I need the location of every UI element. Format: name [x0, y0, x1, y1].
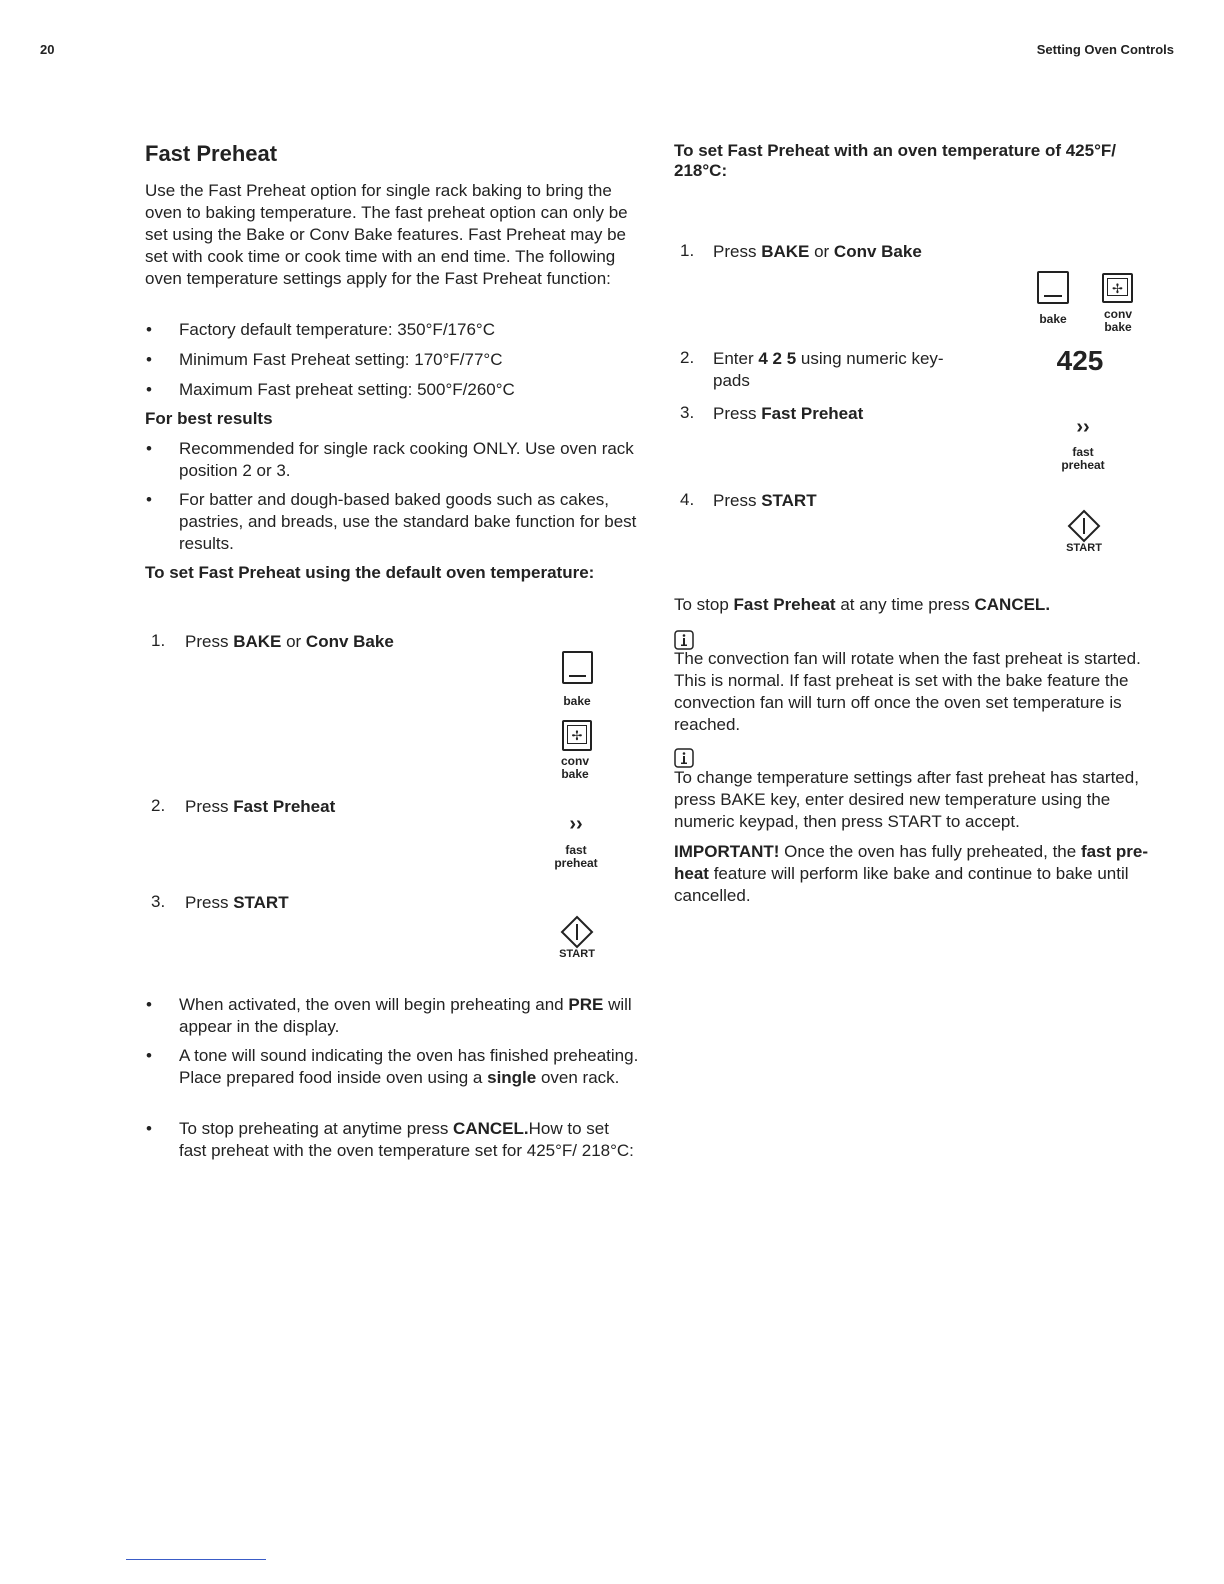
setting-minimum: Minimum Fast Preheat setting: 170°F/77°C [179, 350, 503, 369]
step-text: Press BAKE or Conv Bake [185, 632, 394, 651]
bake-key-label: bake [563, 694, 591, 708]
step-number: 4. [680, 490, 695, 509]
step-text: Press Fast Preheat [713, 404, 864, 423]
fan-icon: ✢ [567, 725, 587, 744]
best-results-heading: For best results [145, 409, 273, 428]
step-text: Press BAKE or Conv Bake [713, 242, 922, 261]
step-number: 2. [151, 796, 166, 815]
start-key-icon[interactable] [1067, 509, 1101, 543]
bake-key-label: bake [1039, 312, 1067, 326]
note-convection-fan: The convection fan will rotate when the fast preheat is started. This is normal. If fast preheat is set with the bake feature the convection fan will turn off once the oven set temperature is reached. [674, 649, 1141, 734]
start-key-label: START [559, 948, 595, 960]
bullet-dot: • [146, 320, 152, 339]
setting-maximum: Maximum Fast preheat setting: 500°F/260°C [179, 380, 515, 399]
after-item: To stop preheating at anytime press CANCEL.How to set fast preheat with the oven temperature set for 425°F/ 218°C: [179, 1119, 634, 1160]
conv-bake-key-label-2: bake [1104, 320, 1132, 334]
bullet-dot: • [146, 490, 152, 509]
intro-paragraph: Use the Fast Preheat option for single rack baking to bring the oven to baking temperature. The fast preheat option can only be set using the Bake or Conv Bake features. Fast Preheat may be set with cook time or cook time with an end time. The following oven temperature settings apply for the Fast Preheat function: [145, 181, 628, 288]
fast-preheat-label-2: preheat [1061, 458, 1105, 472]
start-key-label: START [1066, 542, 1102, 554]
bullet-dot: • [146, 1046, 152, 1065]
step-number: 2. [680, 348, 695, 367]
bullet-dot: • [146, 439, 152, 458]
bullet-dot: • [146, 1119, 152, 1138]
step-text: Press START [713, 491, 817, 510]
fast-preheat-label-1: fast [565, 843, 587, 857]
note-change-temperature: To change temperature settings after fast preheat has started, press BAKE key, enter desired new temperature using the numeric keypad, then press START to accept. [674, 768, 1139, 831]
setting-default: Factory default temperature: 350°F/176°C [179, 320, 495, 339]
fast-preheat-key-icon[interactable]: ›› [569, 813, 583, 835]
bake-key-icon[interactable] [1037, 271, 1069, 304]
bullet-dot: • [146, 380, 152, 399]
page-number: 20 [40, 42, 55, 57]
conv-bake-key-icon[interactable] [1102, 273, 1133, 303]
fan-icon: ✢ [1107, 278, 1128, 296]
after-item: A tone will sound indicating the oven has finished preheating. Place prepared food inside oven using a single oven rack. [179, 1046, 639, 1087]
fast-preheat-key-icon[interactable]: ›› [1076, 416, 1090, 438]
bake-key-icon[interactable] [562, 651, 593, 684]
start-key-icon[interactable] [560, 915, 594, 949]
bullet-dot: • [146, 350, 152, 369]
conv-bake-key-label-1: conv [1103, 307, 1132, 321]
step-number: 1. [680, 241, 695, 260]
best-result-item: For batter and dough-based baked goods such as cakes, pastries, and breads, use the standard bake function for best results. [179, 490, 637, 553]
info-icon [674, 630, 694, 650]
fast-preheat-label-2: preheat [554, 856, 598, 870]
step-text: Press START [185, 893, 289, 912]
best-result-item: Recommended for single rack cooking ONLY. Use oven rack position 2 or 3. [179, 439, 634, 480]
default-procedure-heading: To set Fast Preheat using the default oven temperature: [145, 563, 595, 582]
important-note: IMPORTANT! Once the oven has fully preheated, the fast pre-heat feature will perform like bake and continue to bake until cancelled. [674, 842, 1149, 905]
temperature-display: 425 [1056, 345, 1104, 376]
custom-procedure-heading: To set Fast Preheat with an oven temperature of 425°F/ 218°C: [674, 141, 1116, 180]
step-number: 1. [151, 631, 166, 650]
conv-bake-key-label-1: conv [560, 754, 589, 768]
info-icon [674, 748, 694, 768]
bullet-dot: • [146, 995, 152, 1014]
section-title: Setting Oven Controls [1036, 42, 1174, 57]
step-number: 3. [151, 892, 166, 911]
stop-instruction: To stop Fast Preheat at any time press CANCEL. [674, 595, 1051, 614]
after-item: When activated, the oven will begin preheating and PRE will appear in the display. [179, 995, 632, 1036]
conv-bake-key-label-2: bake [561, 767, 589, 781]
step-number: 3. [680, 403, 695, 422]
conv-bake-key-icon[interactable] [562, 720, 592, 751]
step-text: Enter 4 2 5 using numeric key- pads [713, 349, 944, 390]
footnote-rule [126, 1559, 266, 1560]
page-title: Fast Preheat [145, 141, 278, 166]
fast-preheat-label-1: fast [1072, 445, 1094, 459]
step-text: Press Fast Preheat [185, 797, 336, 816]
